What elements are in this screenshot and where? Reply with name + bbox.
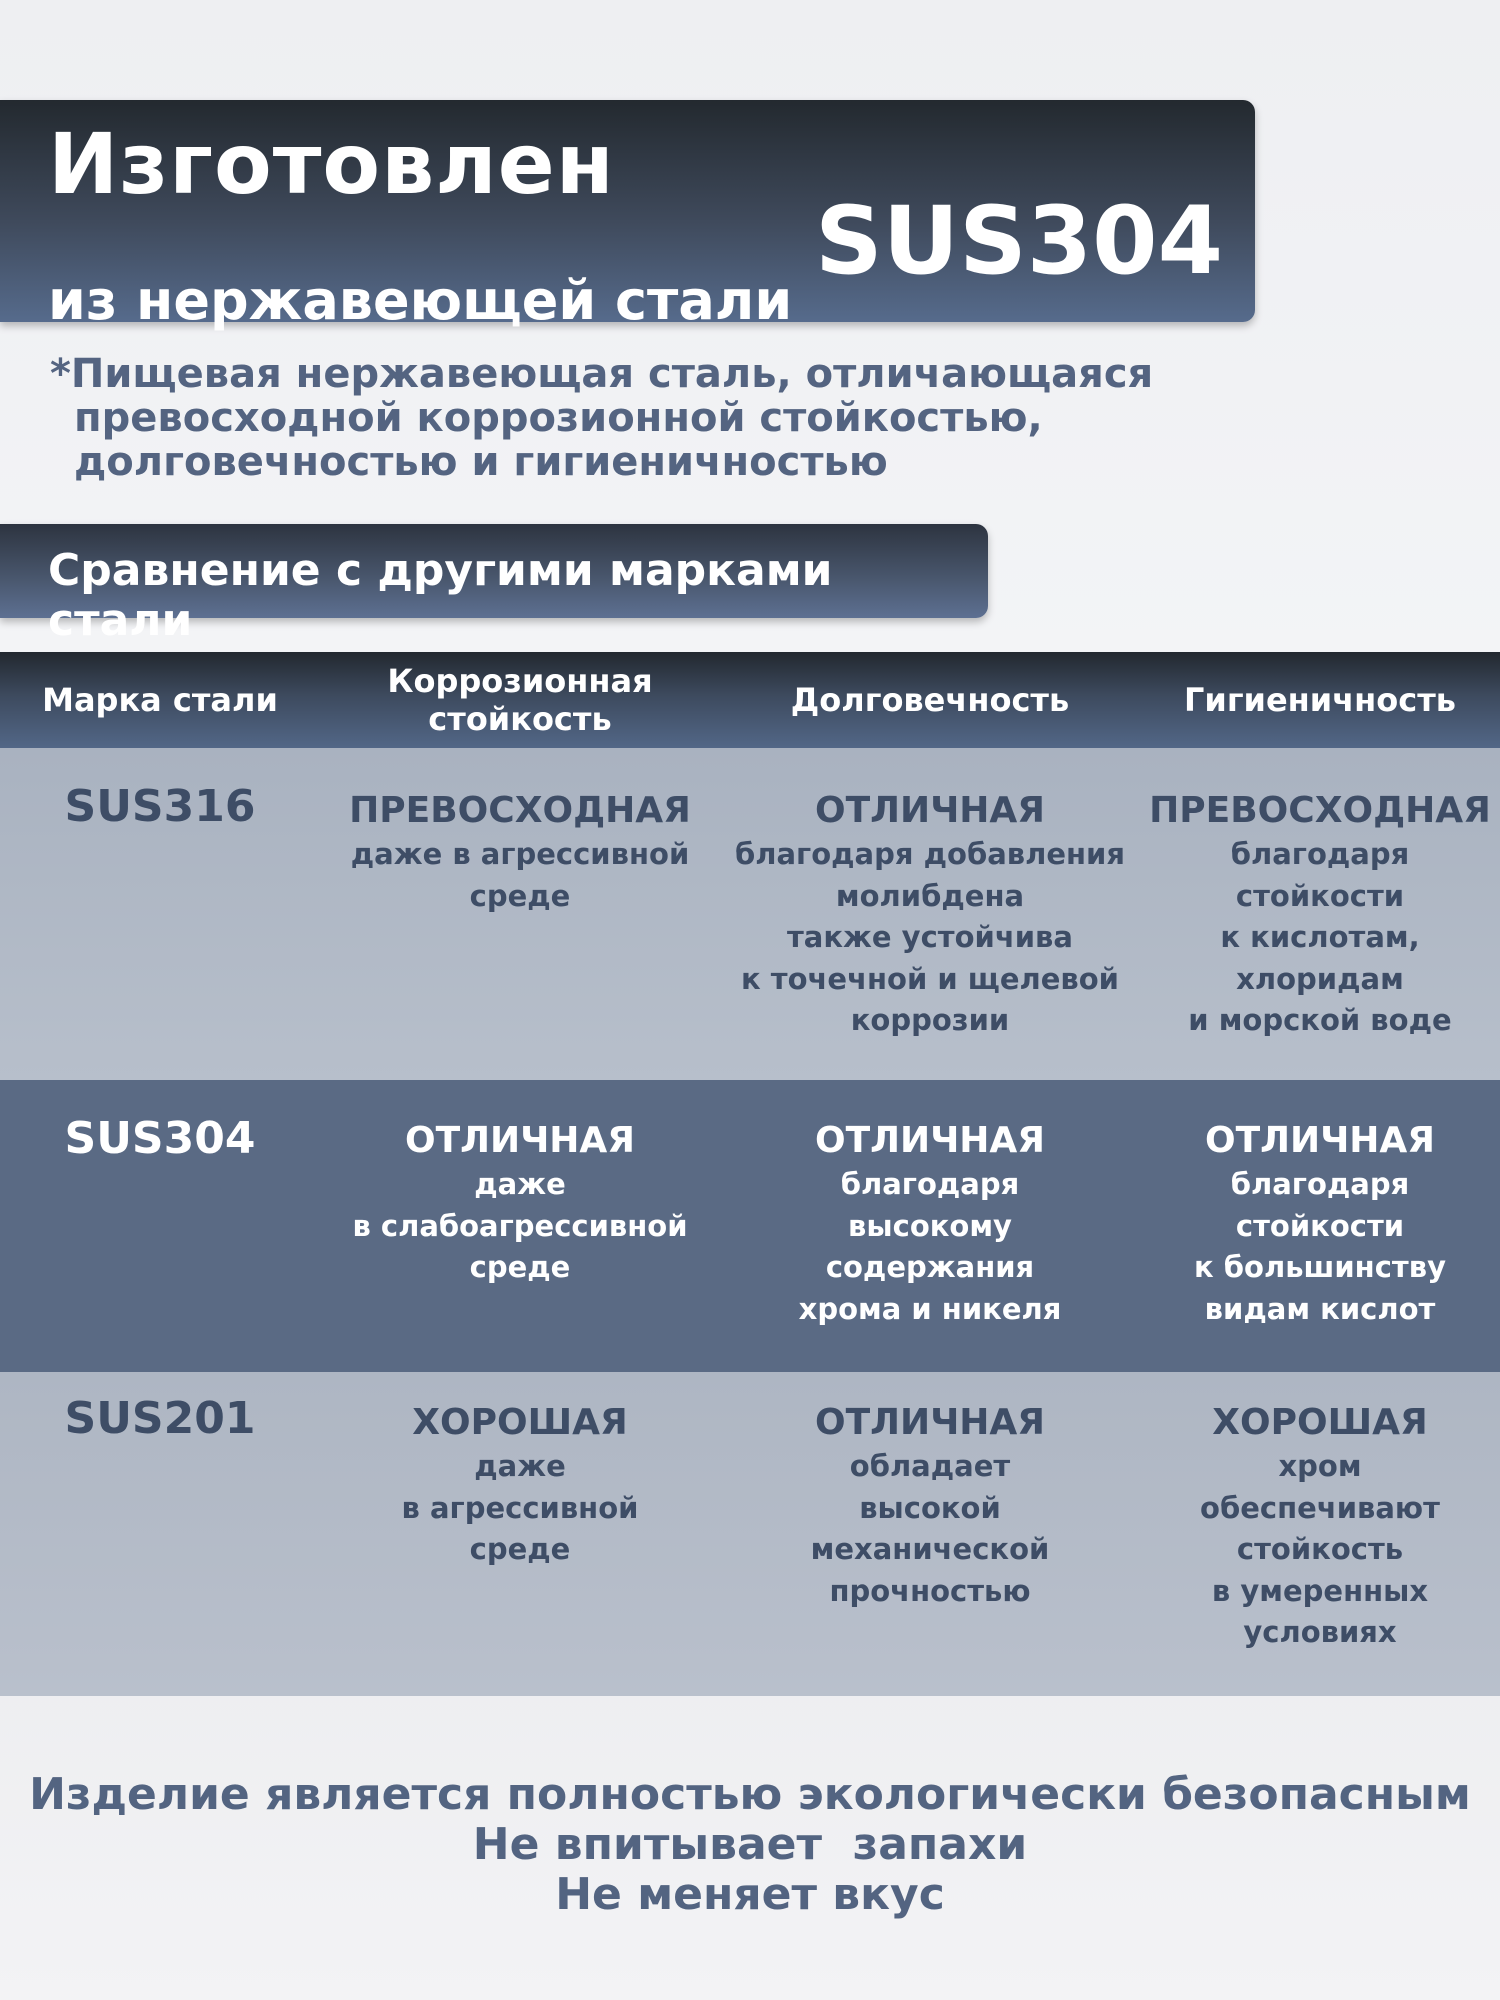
- rating-description: обладает высокой механической прочностью: [810, 1449, 1050, 1608]
- note-line: долговечностью и гигиеничностью: [74, 439, 888, 485]
- rating-description: даже в слабоагрессивной среде: [352, 1167, 688, 1284]
- note-line: *Пищевая нержавеющая сталь, отличающаяся: [50, 351, 1154, 397]
- rating-level: ОТЛИЧНАЯ: [1205, 1120, 1435, 1161]
- rating-level: ПРЕВОСХОДНАЯ: [1149, 790, 1491, 831]
- rating-level: ХОРОШАЯ: [1212, 1402, 1428, 1443]
- hygiene-cell: [1140, 788, 1500, 1042]
- table-row: [0, 1372, 1500, 1696]
- rating-description: благодаря добавления молибдена также устойчива к точечной и щелевой коррозии: [735, 837, 1125, 1037]
- corrosion-cell: [330, 1118, 710, 1289]
- title-banner: [0, 100, 1255, 332]
- column-header-hygiene: Гигиеничность: [1184, 681, 1456, 719]
- rating-level: ОТЛИЧНАЯ: [815, 790, 1045, 831]
- column-header-grade: Марка стали: [42, 681, 278, 719]
- rating-description: благодаря высокому содержания хрома и никеля: [798, 1167, 1062, 1326]
- durability-cell: [720, 788, 1140, 1042]
- footer-line: Изделие является полностью экологически безопасным: [29, 1769, 1471, 1820]
- corrosion-cell: [330, 1400, 710, 1571]
- material-note: [50, 352, 1250, 484]
- rating-description: благодаря стойкости к большинству видам кислот: [1194, 1167, 1446, 1326]
- table-row: [0, 748, 1500, 1080]
- steel-grade-highlight: SUS304: [815, 187, 1223, 296]
- row-grade: SUS304: [64, 1113, 256, 1164]
- footer-line: Не впитывает запахи: [472, 1819, 1028, 1870]
- row-grade: SUS316: [64, 781, 256, 832]
- rating-description: даже в агрессивной среде: [350, 837, 690, 913]
- table-row: [0, 1080, 1500, 1372]
- page-title: Изготовлен: [48, 115, 615, 213]
- rating-level: ОТЛИЧНАЯ: [815, 1402, 1045, 1443]
- comparison-title: Сравнение с другими марками стали: [48, 545, 833, 646]
- durability-cell: [720, 1118, 1140, 1330]
- page-subtitle: из нержавеющей стали: [48, 269, 793, 332]
- comparison-banner: [0, 524, 988, 646]
- rating-level: ОТЛИЧНАЯ: [815, 1120, 1045, 1161]
- rating-description: хром обеспечивают стойкость в умеренных условиях: [1200, 1449, 1440, 1649]
- comparison-table: [0, 652, 1500, 1696]
- column-header-durability: Долговечность: [790, 681, 1070, 719]
- row-grade: SUS201: [64, 1393, 256, 1444]
- note-line: превосходной коррозионной стойкостью,: [74, 395, 1043, 441]
- footer-line: Не меняет вкус: [555, 1869, 945, 1920]
- corrosion-cell: [330, 788, 710, 917]
- rating-description: даже в агрессивной среде: [401, 1449, 639, 1566]
- rating-level: ПРЕВОСХОДНАЯ: [349, 790, 691, 831]
- hygiene-cell: [1140, 1400, 1500, 1654]
- table-header: [0, 652, 1500, 748]
- hygiene-cell: [1140, 1118, 1500, 1330]
- column-header-corrosion: Коррозионная стойкость: [387, 662, 653, 738]
- rating-level: ОТЛИЧНАЯ: [405, 1120, 635, 1161]
- rating-level: ХОРОШАЯ: [412, 1402, 628, 1443]
- rating-description: благодаря стойкости к кислотам, хлоридам и морской воде: [1188, 837, 1452, 1037]
- footer-claims: [0, 1770, 1500, 1920]
- durability-cell: [720, 1400, 1140, 1612]
